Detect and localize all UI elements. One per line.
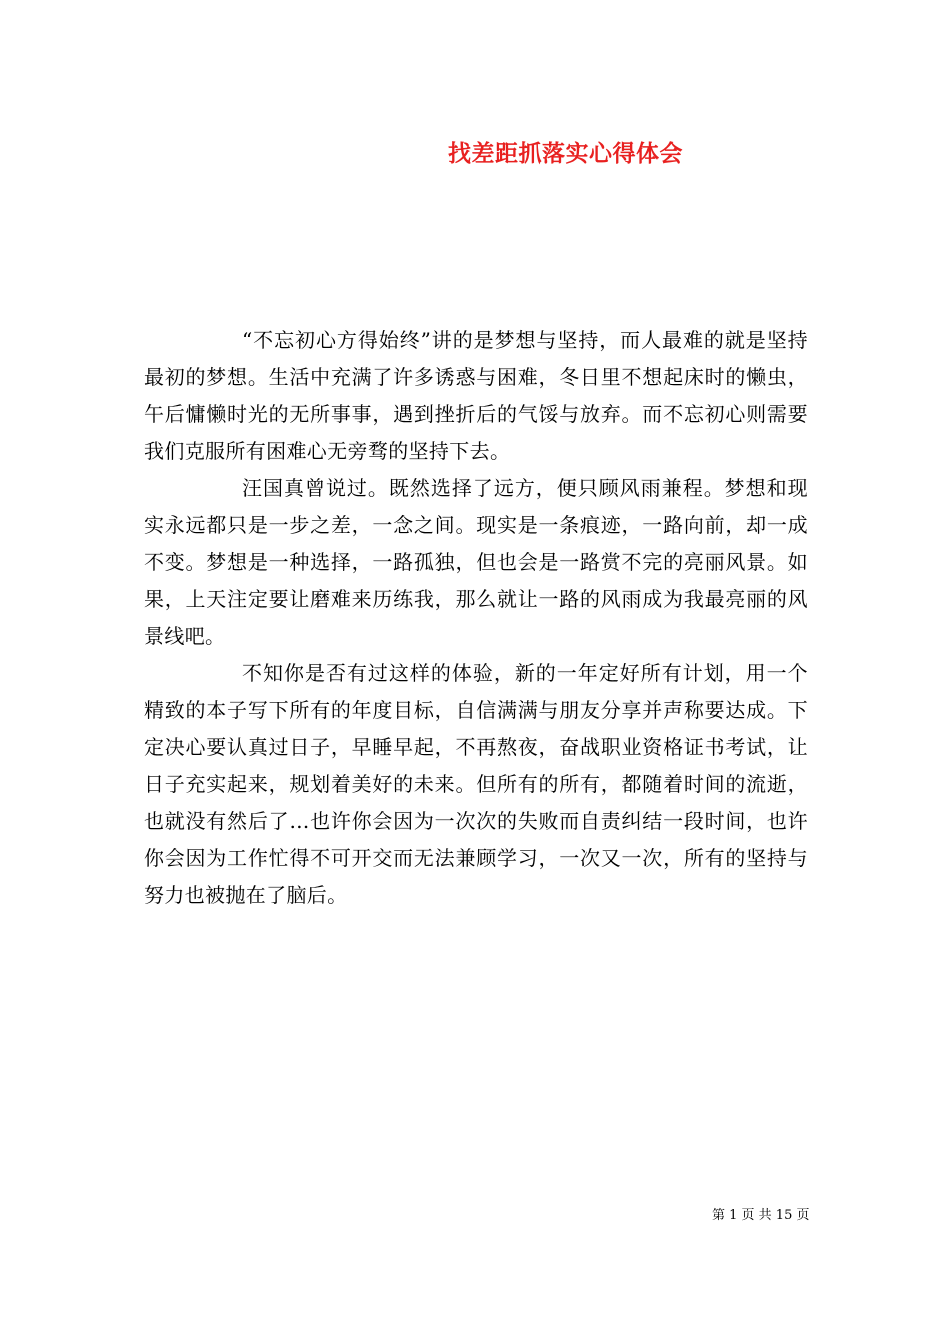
paragraph: 汪国真曾说过。既然选择了远方，便只顾风雨兼程。梦想和现实永远都只是一步之差，一念之间。现实是一条痕迹，一路向前，却一成不变。梦想是一种选择，一路孤独，但也会是一路赏不完的亮丽风景。如果，上天注定要让磨难来历练我，那么就让一路的风雨成为我最亮丽的风景线吧。 [144, 476, 808, 648]
page-number: 第 1 页 共 15 页 [712, 1208, 810, 1223]
document-body [144, 322, 808, 914]
paragraph: “不忘初心方得始终”讲的是梦想与坚持，而人最难的就是坚持最初的梦想。生活中充满了许多诱惑与困难，冬日里不想起床时的懒虫，午后慵懒时光的无所事事，遇到挫折后的气馁与放弃。而不忘初心则需要我们克服所有困难心无旁骛的坚持下去。 [144, 328, 808, 463]
document-title: 找差距抓落实心得体会 [448, 140, 683, 167]
paragraph: 不知你是否有过这样的体验，新的一年定好所有计划，用一个精致的本子写下所有的年度目标，自信满满与朋友分享并声称要达成。下定决心要认真过日子，早睡早起，不再熬夜，奋战职业资格证书考试，让日子充实起来，规划着美好的未来。但所有的所有，都随着时间的流逝，也就没有然后了…也许你会因为一次次的失败而自责纠结一段时间，也许你会因为工作忙得不可开交而无法兼顾学习，一次又一次，所有的坚持与努力也被抛在了脑后。 [144, 661, 808, 907]
